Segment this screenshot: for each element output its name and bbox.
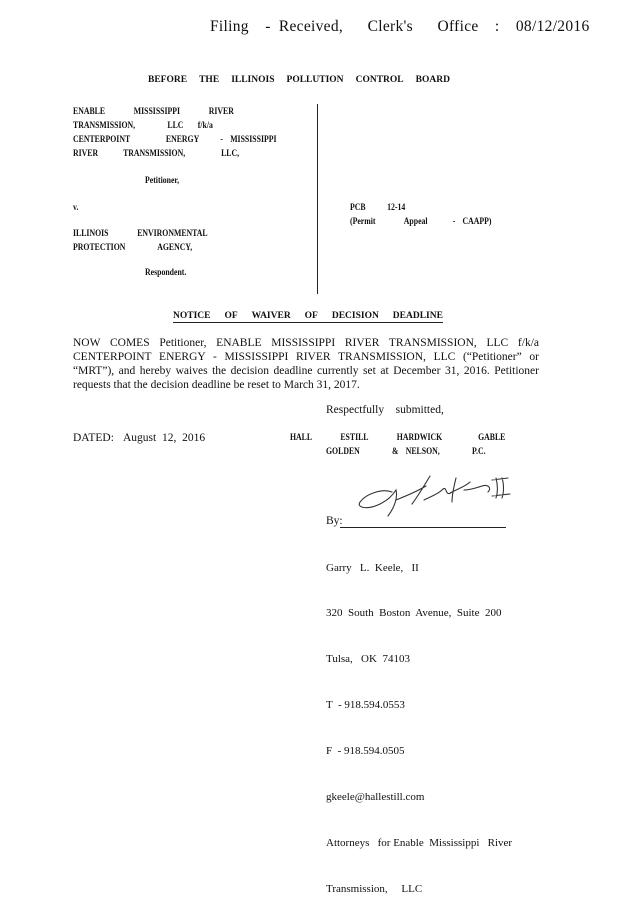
telephone: T - 918.594.0553	[326, 699, 405, 712]
attorney-name: Garry L. Keele, II	[326, 561, 419, 574]
closing-text: Respectfully submitted,	[326, 404, 444, 416]
notice-title-word: NOTICE	[173, 311, 211, 321]
heading-word: POLLUTION	[286, 75, 344, 85]
heading-word: ILLINOIS	[231, 75, 275, 85]
respondent-line: ILLINOIS ENVIRONMENTAL	[73, 229, 208, 239]
firm-name-line: GOLDEN & NELSON, P.C.	[326, 447, 486, 457]
notice-title	[173, 311, 443, 323]
address-line: 320 South Boston Avenue, Suite 200	[326, 607, 502, 620]
notice-title-word: OF	[304, 311, 318, 321]
attorneys-for-line: Attorneys for Enable Mississippi River	[326, 836, 513, 849]
caption-divider	[317, 104, 318, 294]
dated-label: DATED:	[73, 432, 114, 444]
heading-word: THE	[199, 75, 220, 85]
by-label: By:	[326, 515, 343, 527]
heading-word: BEFORE	[148, 75, 188, 85]
respondent-line: PROTECTION AGENCY,	[73, 243, 193, 253]
firm-name-line: HALL ESTILL HARDWICK GABLE	[290, 433, 506, 443]
case-number: PCB 12-14	[350, 203, 406, 213]
petitioner-label: Petitioner,	[145, 176, 180, 186]
petitioner-line: ENABLE MISSISSIPPI RIVER	[73, 107, 234, 117]
body-paragraph: NOW COMES Petitioner, ENABLE MISSISSIPPI RIVER TRANSMISSION, LLC f/k/a CENTERPOINT ENERGY - MISSISSIPPI RIVER TRANSMISSION, LLC (“Petitioner” or “MRT”), and hereby waives the decision deadline currently set at December 31, 2016. Petitioner requests that the decision deadline be reset to March 31, 2017.	[73, 337, 539, 391]
board-heading	[148, 75, 450, 85]
heading-word: BOARD	[415, 75, 450, 85]
petitioner-line: CENTERPOINT ENERGY - MISSISSIPPI	[73, 135, 277, 145]
notice-title-word: DEADLINE	[392, 311, 443, 321]
heading-word: CONTROL	[355, 75, 404, 85]
attorneys-for-line: Transmission, LLC	[326, 882, 423, 895]
handwritten-signature	[352, 470, 522, 520]
petitioner-line: TRANSMISSION, LLC f/k/a	[73, 121, 213, 131]
petitioner-line: RIVER TRANSMISSION, LLC,	[73, 149, 240, 159]
fax: F - 918.594.0505	[326, 745, 405, 758]
case-type: (Permit Appeal - CAAPP)	[350, 217, 492, 227]
versus-label: v.	[73, 203, 79, 213]
notice-title-word: DECISION	[331, 311, 379, 321]
dated-value: August 12, 2016	[123, 432, 206, 444]
notice-title-word: WAIVER	[251, 311, 291, 321]
signature-line	[340, 527, 506, 528]
email-link[interactable]: gkeele@hallestill.com	[326, 791, 425, 804]
filing-stamp: Filing - Received, Clerk's Office : 08/12/2016	[210, 18, 590, 35]
notice-title-word: OF	[224, 311, 238, 321]
address-line: Tulsa, OK 74103	[326, 653, 410, 666]
signature-block	[326, 530, 512, 912]
respondent-label: Respondent.	[145, 268, 187, 278]
